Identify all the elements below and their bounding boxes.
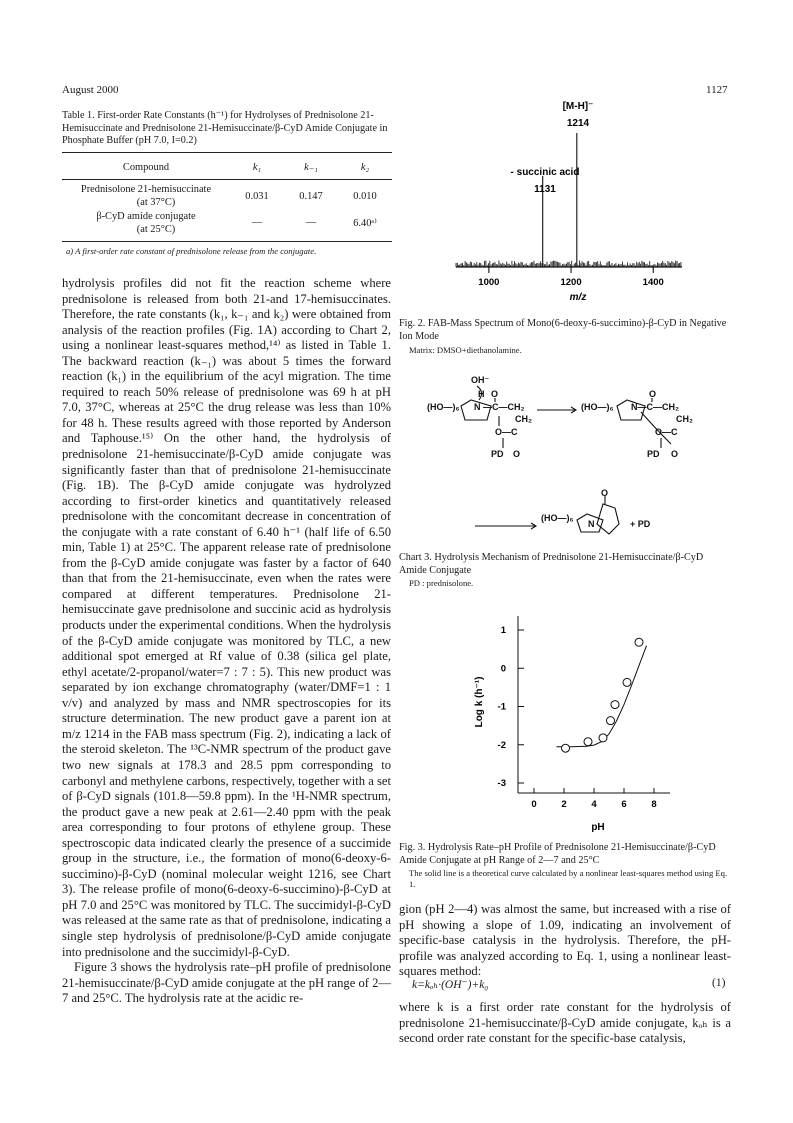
- y-tick-label: -2: [497, 739, 506, 751]
- table-cell-compound: β-CyD amide conjugate: [96, 211, 196, 222]
- table-row: [62, 183, 392, 209]
- fig3-x-ticks: [531, 788, 656, 810]
- table1: [62, 156, 392, 178]
- fig3-y-label: Log k (h⁻¹): [474, 676, 485, 728]
- fig3-rate-ph-chart: [470, 608, 690, 838]
- fig2-label-1214: 1214: [566, 118, 590, 129]
- fig3-x-label: pH: [591, 822, 605, 833]
- table1-body: [62, 183, 392, 236]
- svg-text:O: O: [601, 488, 609, 498]
- svg-text:N: N: [474, 402, 481, 412]
- chart3-caption: Chart 3. Hydrolysis Mechanism of Prednisolone 21-Hemisuccinate/β-CyD Amide Conjugate: [399, 552, 704, 576]
- fig2-note: Matrix: DMSO+diethanolamine.: [409, 345, 522, 355]
- svg-text:N: N: [588, 519, 595, 529]
- table-header-km1: k₋₁: [304, 162, 318, 173]
- plus-pd-label: + PD: [630, 519, 651, 529]
- fig2-x-label: m/z: [569, 292, 587, 303]
- cyd-label: (HO—)₆: [541, 513, 574, 523]
- table-cell-k2: 6.40ᵃ⁾: [353, 217, 377, 229]
- svg-text:O: O: [649, 389, 657, 399]
- table-cell-k1: 0.031: [245, 190, 269, 202]
- fig3-fit-curve: [557, 646, 647, 747]
- svg-text:O—C: O—C: [655, 427, 678, 437]
- fig2-label-succinic: - succinic acid: [510, 167, 580, 178]
- table1-caption: Table 1. First-order Rate Constants (h⁻¹) for Hydrolyses of Prednisolone 21-Hemisuccinate and Prednisolone 21-Hemisuccinate/β-CyD Amide Conjugate in Phosphate Buffer (pH 7.0, I=0.2): [62, 110, 388, 147]
- pd-label-right: PD: [647, 449, 660, 459]
- fig2-x-ticks: [478, 267, 664, 288]
- fig2-caption: Fig. 2. FAB-Mass Spectrum of Mono(6-deoxy-6-succimino)-β-CyD in Negative Ion Mode: [399, 318, 727, 342]
- fig2-label-mh: [M-H]⁻: [562, 101, 594, 112]
- y-tick-label: -3: [497, 778, 506, 789]
- svg-text:CH₂: CH₂: [676, 414, 693, 424]
- hydroxide-label: OH⁻: [471, 375, 490, 385]
- table-cell-compound: Prednisolone 21-hemisuccinate: [80, 184, 212, 195]
- paragraph: hydrolysis profiles did not fit the reaction scheme where prednisolone is released from both 21-and 17-hemisuccinates. Therefore, the rate constants (k₁, k₋₁ and k₂) were obtained from analysis of the reaction profiles (Fig. 1A) according to Chart 2, using a nonlinear least-squares method,¹⁴⁾ as listed in Table 1. The backward reaction (k₋₁) was about 5 times the forward reaction (k₁) in the equilibrium of the acyl migration. The time required to reach 50% release of prednisolone was 69 h at pH 7.0, 37°C, whereas at 25°C the drug release was less than 10% for 48 h. These results agreed with those reported by Anderson and Taphouse.¹⁵⁾ On the other hand, the hydrolysis of prednisolone 21-hemisuccinate/β-CyD amide conjugate was significantly faster than that of prednisolone 21-hemisuccinate (Fig. 1B). The β-CyD amide conjugate was hydrolyzed according to first-order kinetics and quantitatively released prednisolone with the concomitant decrease in concentration of the conjugate with a rate constant of 6.40 h⁻¹ (half life of 6.50 min, Table 1) at 25°C. The apparent release rate of prednisolone from the β-CyD amide conjugate was faster by a factor of 640 than that from the 21-hemisuccinate, even when the rates were compared at different temperatures. Prednisolone 21-hemisuccinate gave prednisolone and succinic acid as hydrolysis products under the experimental conditions. When the hydrolysis of the β-CyD amide conjugate was monitored by TLC, a new additional spot emerged at Rf value of 0.38 (silica gel plate, ethyl acetate/2-propanol/water=7 : 7 : 5). This new product was separated by ion exchange chromatography (water/DMF=1 : 1 v/v) and analyzed by mass and NMR spectroscopies for its structure determination. The new product gave a parent ion at m/z 1214 in the FAB mass spectrum (Fig. 2), indicating a lack of the steroid skeleton. The ¹³C-NMR spectrum of the product gave two new signals at 178.3 and 28.5 ppm corresponding to carbonyl and methylene carbons, respectively, together with a set of β-CyD signals (101.8—59.8 ppm). In the ¹H-NMR spectrum, the product gave a new peak at 2.61—2.40 ppm with the peak area corresponding to four protons of ethylene group. These spectroscopic data indicated clearly the presence of a succimide group in the structure, i.e., the formation of mono(6-deoxy-6-succimino)-β-CyD (nominal molecular weight 1216, see Chart 3). The release profile of mono(6-deoxy-6-succimino)-β-CyD at pH 7.0 and 25°C was monitored by TLC. The succimidyl-β-CyD was released at the same rate as that of prednisolone, indicating a single step hydrolysis of prednisolone/β-CyD amide conjugate into prednisolone and the succimidyl-β-CyD.: [62, 276, 391, 959]
- fig2-peaks: [543, 133, 577, 267]
- data-point: [562, 744, 570, 752]
- table-header-k1: k₁: [252, 161, 262, 173]
- page-number: 1127: [706, 84, 728, 96]
- cyd-label: (HO—)₆: [581, 402, 614, 412]
- right-column-text: [399, 902, 731, 980]
- x-tick-label: 1200: [560, 277, 582, 288]
- fig2-label-1131: 1131: [534, 184, 556, 195]
- svg-text:O: O: [491, 389, 499, 399]
- data-point: [607, 717, 615, 725]
- table-cell-condition: (at 25°C): [136, 224, 176, 235]
- table-row: [62, 209, 392, 236]
- paragraph: Figure 3 shows the hydrolysis rate–pH profile of prednisolone 21-hemisuccinate/β-CyD amide conjugate at the pH range of 2—7 and 25°C. The hydrolysis rate at the acidic re-: [62, 960, 391, 1006]
- svg-text:H: H: [478, 389, 485, 399]
- pd-label-left: PD: [491, 449, 504, 459]
- table-cell-condition: (at 37°C): [136, 197, 176, 208]
- table-cell-km1: 0.147: [299, 190, 323, 202]
- equation-number: (1): [712, 977, 726, 989]
- x-tick-label: 1400: [642, 277, 664, 288]
- equation-1: k=kₒₕ·(OH⁻)+k₀: [412, 979, 489, 991]
- x-tick-label: 4: [591, 799, 597, 810]
- svg-text:—C—CH₂: —C—CH₂: [483, 402, 525, 412]
- running-date: August 2000: [62, 84, 119, 96]
- table-cell-k1: —: [251, 217, 263, 228]
- table-header-k2: k₂: [360, 161, 370, 173]
- data-point: [584, 738, 592, 746]
- svg-text:CH₂: CH₂: [515, 414, 532, 424]
- fig3-y-ticks: [498, 625, 524, 789]
- cyd-label: (HO—)₆: [427, 402, 460, 412]
- y-tick-label: 1: [500, 625, 506, 636]
- x-tick-label: 1000: [478, 277, 500, 288]
- table-mid-rule: [62, 179, 392, 180]
- data-point: [611, 701, 619, 709]
- chart3-scheme: [415, 368, 735, 553]
- fig3-note: The solid line is a theoretical curve calculated by a nonlinear least-squares method using Eq. 1.: [409, 868, 728, 889]
- paragraph: where k is a first order rate constant for the hydrolysis of prednisolone 21-hemisuccinate/β-CyD amide conjugate, kₒₕ is a second order rate constant for the specific-base catalysis,: [399, 1000, 731, 1046]
- data-point: [599, 734, 607, 742]
- fig3-data-points: [562, 638, 644, 752]
- table-bottom-rule: [62, 241, 392, 242]
- svg-text:O—C: O—C: [495, 427, 518, 437]
- paragraph: gion (pH 2—4) was almost the same, but increased with a rise of pH showing a slope of 1.09, indicating an involvement of specific-base catalysis in the hydrolysis. Therefore, the pH-profile was analyzed according to Eq. 1, using a nonlinear least-squares method:: [399, 902, 731, 979]
- left-column-text: [62, 276, 391, 1007]
- x-tick-label: 6: [621, 799, 627, 810]
- y-tick-label: 0: [500, 663, 506, 675]
- fig2-mass-spectrum: [420, 95, 720, 305]
- chart3-note: PD : prednisolone.: [409, 578, 474, 588]
- data-point: [635, 638, 643, 646]
- table-cell-km1: —: [305, 217, 317, 228]
- fig2-baseline-noise: [456, 261, 681, 267]
- right-column-text-2: [399, 1000, 731, 1047]
- svg-text:N—C—CH₂: N—C—CH₂: [631, 402, 679, 412]
- x-tick-label: 0: [531, 799, 537, 810]
- x-tick-label: 2: [561, 799, 567, 810]
- x-tick-label: 8: [651, 799, 657, 810]
- table-top-rule: [62, 152, 392, 153]
- table1-footnote: a) A first-order rate constant of prednisolone release from the conjugate.: [66, 246, 317, 256]
- table-header-compound: Compound: [122, 161, 170, 173]
- svg-text:O: O: [513, 449, 521, 459]
- data-point: [623, 678, 631, 686]
- y-tick-label: -1: [497, 701, 506, 713]
- svg-text:O: O: [671, 449, 679, 459]
- fig3-caption: Fig. 3. Hydrolysis Rate–pH Profile of Prednisolone 21-Hemisuccinate/β-CyD Amide Conjugate at pH Range of 2—7 and 25°C: [399, 842, 716, 866]
- table-cell-k2: 0.010: [353, 190, 377, 202]
